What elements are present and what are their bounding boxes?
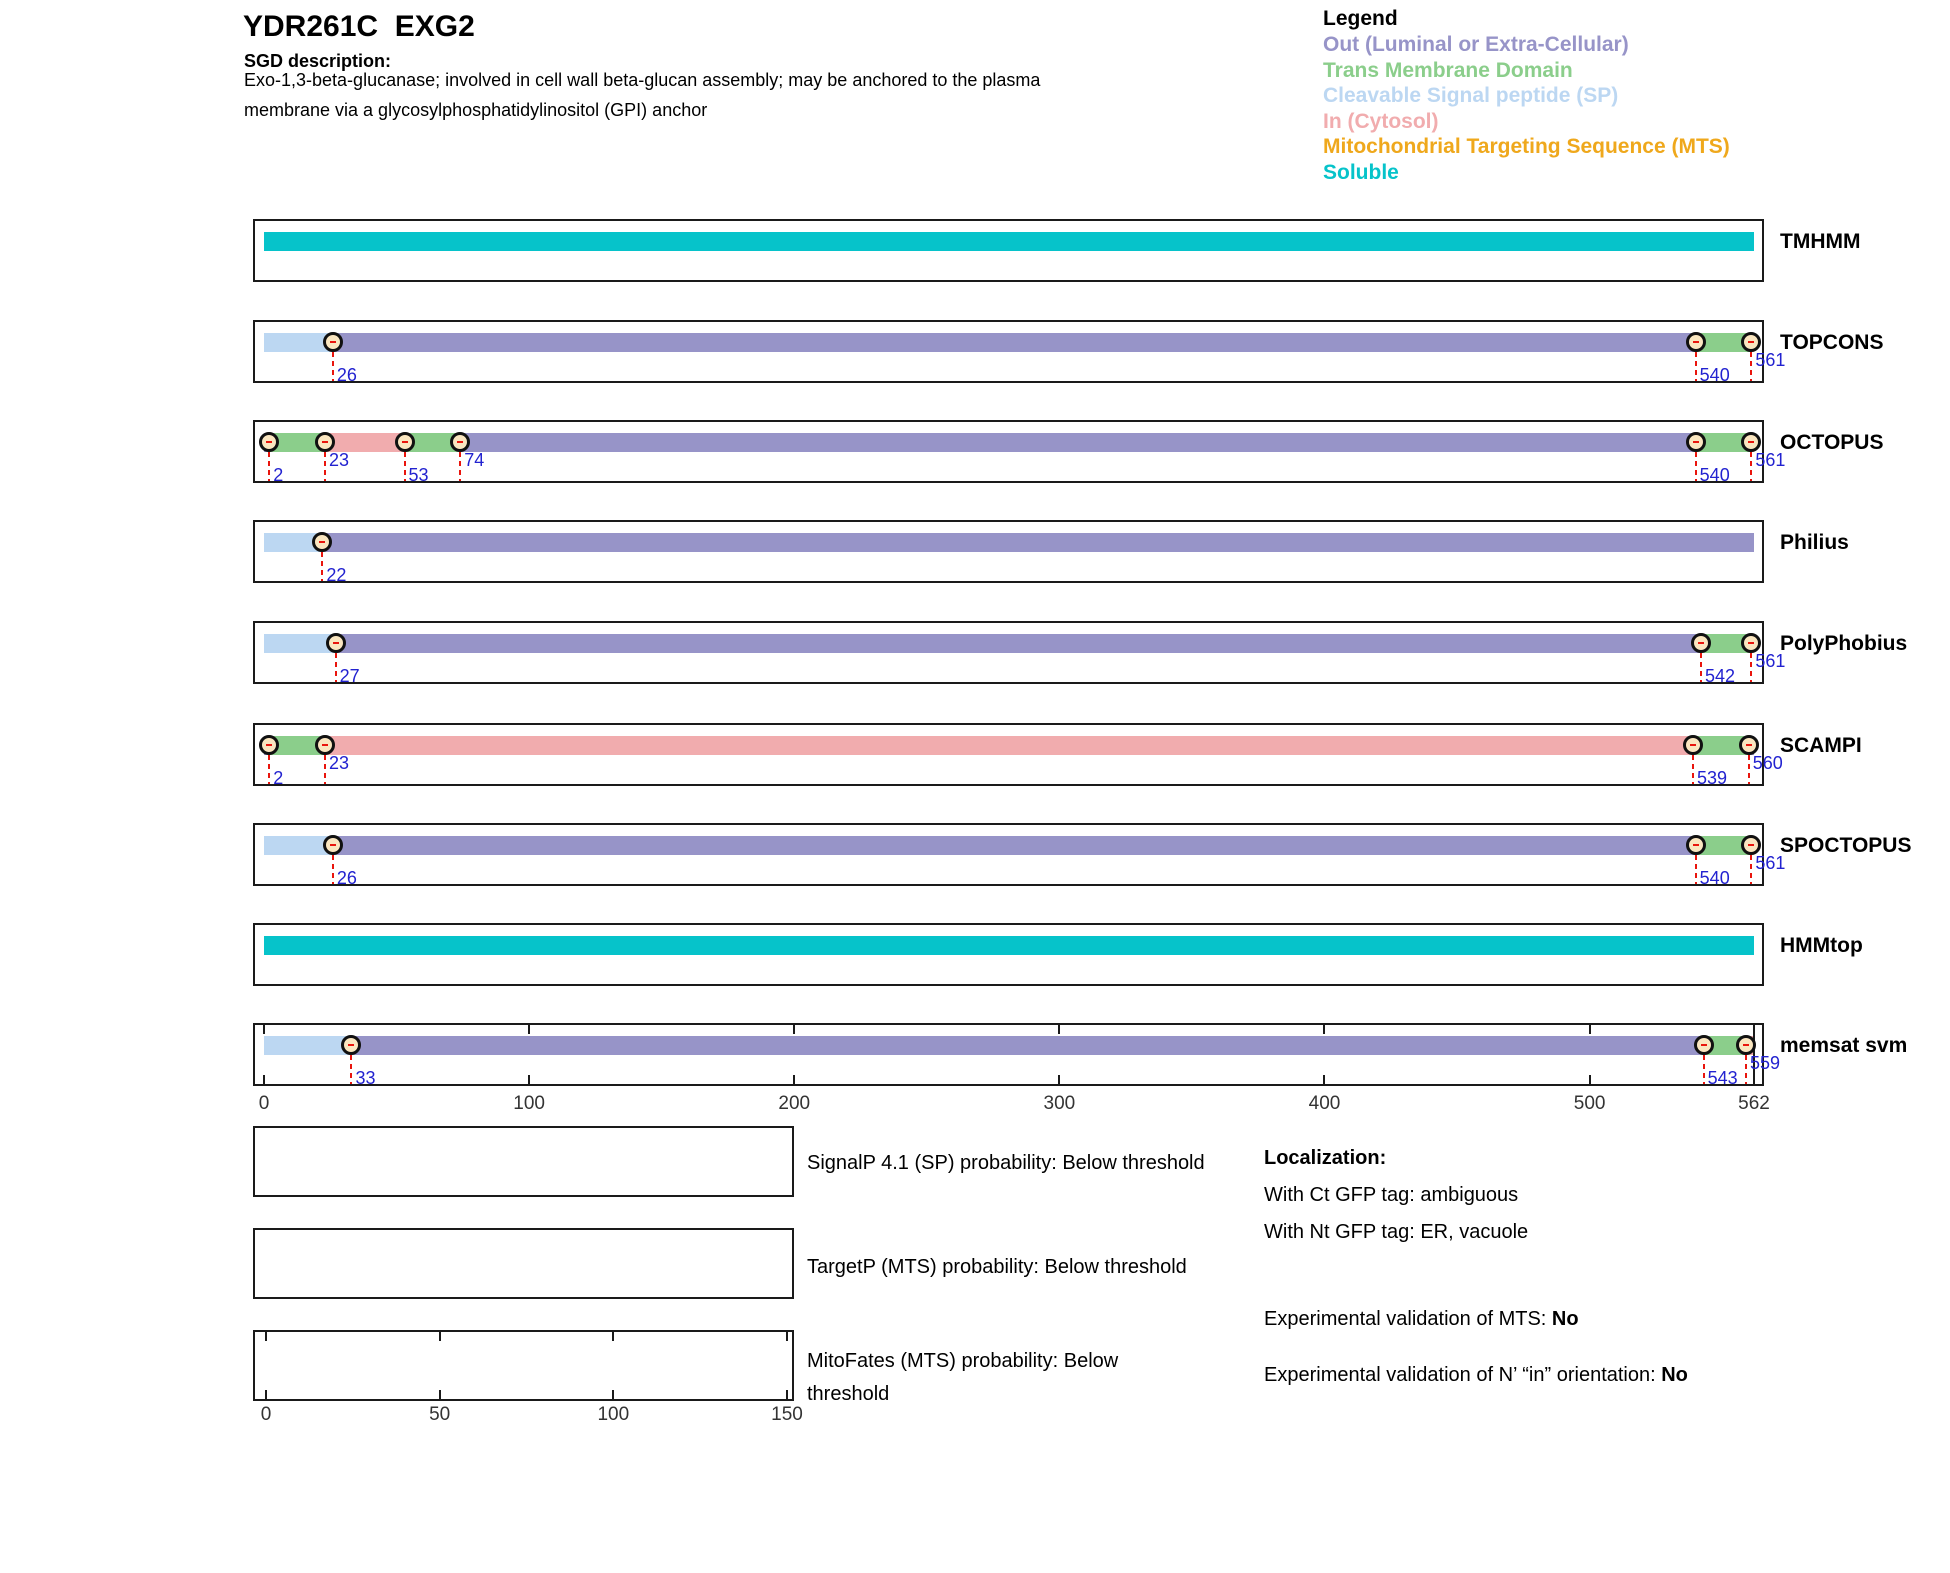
residue-axis-label: 100 [513, 1093, 545, 1114]
boundary-marker-icon [1741, 633, 1761, 653]
legend [1323, 6, 1730, 185]
position-label: 540 [1699, 868, 1730, 888]
segment-soluble [264, 232, 1754, 251]
axis-tick [612, 1390, 614, 1399]
ct-gfp-line: With Ct GFP tag: ambiguous [1264, 1184, 1519, 1206]
position-label: 27 [339, 666, 360, 686]
track-box-octopus [253, 420, 1786, 485]
boundary-marker-icon [1741, 432, 1761, 452]
axis-tick [786, 1332, 788, 1341]
mts-validation-value: No [1551, 1308, 1579, 1330]
mitofates-probability-plot [253, 1330, 794, 1401]
boundary-marker-icon [395, 432, 415, 452]
axis-tick [1323, 1025, 1325, 1034]
segment-out [333, 836, 1696, 855]
boundary-marker-icon [1741, 835, 1761, 855]
position-label: 2 [273, 768, 284, 788]
sgd-description-line-1: Exo-1,3-beta-glucanase; involved in cell wall beta-glucan assembly; may be anchored to the plasma [244, 70, 1041, 90]
segment-out [351, 1036, 1703, 1055]
position-label: 543 [1707, 1068, 1738, 1088]
position-label: 561 [1755, 350, 1786, 370]
track-label-topcons: TOPCONS [1780, 331, 1884, 354]
legend-item-in: In (Cytosol) [1323, 109, 1439, 133]
position-label: 539 [1697, 768, 1728, 788]
axis-tick [1323, 1075, 1325, 1084]
position-label: 74 [464, 450, 485, 470]
position-label: 23 [328, 753, 349, 773]
segment-out [460, 433, 1695, 452]
track-box-spoctopus [253, 823, 1786, 888]
probability-axis-label: 150 [771, 1404, 803, 1425]
probability-axis-label: 50 [429, 1404, 451, 1425]
axis-tick [793, 1025, 795, 1034]
position-label: 561 [1755, 651, 1786, 671]
position-label: 53 [408, 465, 429, 485]
position-label: 2 [273, 465, 284, 485]
axis-tick [528, 1075, 530, 1084]
residue-axis-label: 500 [1573, 1093, 1606, 1114]
page-title: YDR261C EXG2 [243, 10, 475, 43]
position-label: 560 [1752, 753, 1783, 773]
axis-tick [1589, 1025, 1591, 1034]
boundary-marker-icon [1683, 735, 1703, 755]
segment-out [336, 634, 1701, 653]
legend-item-mts: Mitochondrial Targeting Sequence (MTS) [1323, 135, 1730, 158]
track-box-tmhmm [253, 219, 1764, 282]
residue-axis-label: 0 [258, 1093, 270, 1114]
segment-soluble [264, 936, 1754, 955]
legend-item-sp: Cleavable Signal peptide (SP) [1323, 84, 1619, 107]
residue-axis-label: 300 [1043, 1093, 1076, 1114]
targetp-plot-label: TargetP (MTS) probability: Below threshold [807, 1256, 1187, 1278]
position-label: 561 [1755, 853, 1786, 873]
probability-axis-label: 100 [597, 1404, 630, 1425]
position-label: 540 [1699, 465, 1730, 485]
axis-tick [439, 1332, 441, 1341]
boundary-marker-icon [315, 735, 335, 755]
boundary-marker-icon [315, 432, 335, 452]
track-label-philius: Philius [1780, 531, 1849, 554]
position-label: 22 [326, 565, 347, 585]
boundary-marker-icon [323, 835, 343, 855]
axis-tick [265, 1390, 267, 1399]
axis-tick [1058, 1025, 1060, 1034]
signalp-plot-label: SignalP 4.1 (SP) probability: Below threshold [807, 1152, 1205, 1174]
position-label: 561 [1755, 450, 1786, 470]
mitofates-plot-label: MitoFates (MTS) probability: Below threshold [807, 1350, 1119, 1405]
track-label-tmhmm: TMHMM [1780, 230, 1861, 253]
track-label-hmmtop: HMMtop [1780, 934, 1863, 957]
track-label-scampi: SCAMPI [1780, 734, 1862, 757]
mts-validation-label: Experimental validation of MTS: [1264, 1308, 1552, 1330]
boundary-marker-icon [1686, 835, 1706, 855]
axis-tick [1058, 1075, 1060, 1084]
position-label: 33 [355, 1068, 376, 1088]
sgd-description-heading: SGD description: [244, 51, 392, 71]
orientation-validation-line [1264, 1364, 1688, 1387]
position-label: 26 [336, 868, 357, 888]
targetp-probability-plot [253, 1228, 794, 1299]
axis-tick [786, 1390, 788, 1399]
legend-title: Legend [1323, 7, 1398, 30]
boundary-marker-icon [323, 332, 343, 352]
boundary-marker-icon [1741, 332, 1761, 352]
track-label-octopus: OCTOPUS [1780, 431, 1884, 454]
boundary-marker-icon [1686, 332, 1706, 352]
position-label: 23 [328, 450, 349, 470]
track-label-polyphobius: PolyPhobius [1780, 632, 1908, 655]
probability-axis-label: 0 [260, 1404, 272, 1425]
segment-sp [264, 1036, 351, 1055]
sgd-description-line-2: membrane via a glycosylphosphatidylinositol (GPI) anchor [244, 100, 708, 120]
position-label: 26 [336, 365, 357, 385]
segment-out [322, 533, 1754, 552]
legend-item-out: Out (Luminal or Extra-Cellular) [1323, 33, 1629, 56]
segment-out [333, 333, 1696, 352]
boundary-marker-icon [1686, 432, 1706, 452]
track-label-memsat-svm: memsat svm [1780, 1034, 1908, 1057]
boundary-marker-icon [1739, 735, 1759, 755]
axis-tick [263, 1025, 265, 1034]
track-box-hmmtop [253, 923, 1764, 986]
legend-item-tm: Trans Membrane Domain [1323, 58, 1573, 82]
track-box-philius [253, 520, 1764, 583]
axis-tick [612, 1332, 614, 1341]
orientation-validation-label: Experimental validation of N’ “in” orientation: [1264, 1364, 1662, 1386]
signalp-probability-plot [253, 1126, 794, 1197]
track-box-polyphobius [253, 621, 1786, 686]
orientation-validation-value: No [1661, 1364, 1688, 1386]
axis-tick [439, 1390, 441, 1399]
track-box-topcons [253, 320, 1786, 385]
track-box-scampi [253, 723, 1783, 788]
position-label: 542 [1704, 666, 1736, 686]
residue-axis-label: 400 [1308, 1093, 1341, 1114]
localization-heading: Localization: [1264, 1147, 1387, 1169]
axis-tick [265, 1332, 267, 1341]
residue-axis-label: 562 [1738, 1093, 1770, 1114]
boundary-marker-icon [1736, 1035, 1756, 1055]
position-label: 540 [1699, 365, 1730, 385]
segment-in [325, 736, 1693, 755]
boundary-marker-icon [1694, 1035, 1714, 1055]
nt-gfp-line: With Nt GFP tag: ER, vacuole [1264, 1221, 1529, 1243]
axis-tick [528, 1025, 530, 1034]
boundary-marker-icon [326, 633, 346, 653]
boundary-marker-icon [1691, 633, 1711, 653]
axis-tick [1589, 1075, 1591, 1084]
legend-items [1323, 32, 1730, 185]
legend-item-soluble: Soluble [1323, 160, 1399, 184]
axis-tick [793, 1075, 795, 1084]
track-label-spoctopus: SPOCTOPUS [1780, 834, 1912, 857]
axis-tick [263, 1075, 265, 1084]
track-box-memsat-svm [253, 1023, 1781, 1088]
segment-sp [264, 634, 336, 653]
residue-axis-label: 200 [778, 1093, 811, 1114]
mts-validation-line [1264, 1308, 1579, 1331]
position-label: 559 [1750, 1053, 1781, 1073]
